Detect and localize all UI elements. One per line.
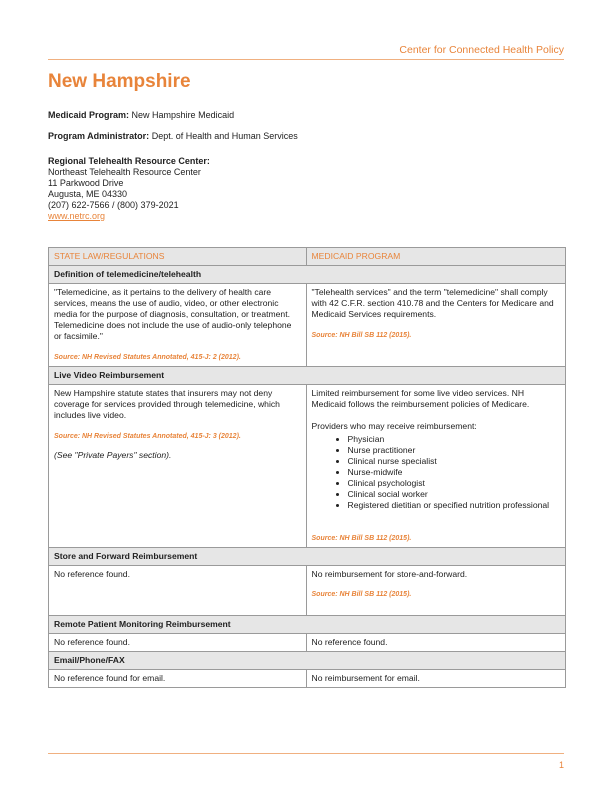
- list-item: • Nurse-midwife: [348, 467, 561, 478]
- table-row-definition: [49, 284, 566, 367]
- trc-website-link[interactable]: www.netrc.org: [48, 211, 106, 221]
- header-rule: [48, 59, 564, 60]
- definition-medicaid-text: "Telehealth services" and the term "telemedicine" shall comply with 42 C.F.R. section 410.78 and the Centers for Medicare and Medicaid Services requirements.: [311, 287, 554, 319]
- list-item: • Clinical nurse specialist: [348, 456, 561, 467]
- definition-medicaid-cell: [306, 284, 566, 367]
- live-video-medicaid-source: Source: NH Bill SB 112 (2015).: [311, 535, 412, 542]
- table-row-email: [49, 670, 566, 688]
- trc-name: Northeast Telehealth Resource Center: [48, 167, 201, 177]
- email-medicaid-text: No reimbursement for email.: [311, 673, 420, 683]
- program-admin-line: [48, 131, 298, 142]
- table-row-store-forward: [49, 566, 566, 616]
- trc-address-city: Augusta, ME 04330: [48, 189, 128, 199]
- page-title: New Hampshire: [48, 71, 191, 92]
- rpm-state-text: No reference found.: [54, 637, 130, 647]
- email-medicaid-cell: [306, 670, 566, 688]
- section-row-definition: [49, 266, 566, 284]
- email-state-cell: [49, 670, 307, 688]
- program-admin-value: Dept. of Health and Human Services: [151, 131, 298, 141]
- live-video-state-text: New Hampshire statute states that insurers may not deny coverage for services provided through telemedicine, which includes live video.: [54, 388, 280, 420]
- email-state-text: No reference found for email.: [54, 673, 166, 683]
- section-row-live-video: [49, 367, 566, 385]
- section-title-store-forward: Store and Forward Reimbursement: [49, 548, 566, 566]
- rpm-medicaid-cell: [306, 634, 566, 652]
- list-item: • Nurse practitioner: [348, 445, 561, 456]
- store-forward-state-cell: [49, 566, 307, 616]
- store-forward-medicaid-text: No reimbursement for store-and-forward.: [311, 569, 468, 579]
- trc-label: Regional Telehealth Resource Center:: [48, 156, 210, 166]
- column-header-medicaid: MEDICAID PROGRAM: [306, 248, 566, 266]
- store-forward-medicaid-source: Source: NH Bill SB 112 (2015).: [311, 591, 412, 598]
- rpm-state-cell: [49, 634, 307, 652]
- medicaid-program-value: New Hampshire Medicaid: [131, 110, 235, 120]
- definition-state-source: Source: NH Revised Statutes Annotated, 415-J: 2 (2012).: [54, 354, 241, 361]
- page-number: 1: [558, 760, 564, 770]
- table-row-rpm: [49, 634, 566, 652]
- column-header-state-law: STATE LAW/REGULATIONS: [49, 248, 307, 266]
- section-row-store-forward: [49, 548, 566, 566]
- trc-phone: (207) 622-7566 / (800) 379-2021: [48, 200, 179, 210]
- trc-block: [48, 156, 210, 222]
- trc-address-street: 11 Parkwood Drive: [48, 178, 124, 188]
- definition-medicaid-source: Source: NH Bill SB 112 (2015).: [311, 332, 412, 339]
- section-title-email: Email/Phone/FAX: [49, 652, 566, 670]
- live-video-medicaid-text: Limited reimbursement for some live video services. NH Medicaid follows the reimbursement policies of Medicare.: [311, 388, 530, 409]
- list-item: • Registered dietitian or specified nutrition professional: [348, 500, 561, 511]
- section-title-live-video: Live Video Reimbursement: [49, 367, 566, 385]
- section-row-rpm: [49, 616, 566, 634]
- live-video-state-note: (See "Private Payers" section).: [54, 450, 172, 460]
- definition-state-text: "Telemedicine, as it pertains to the delivery of health care services, means the use of audio, video, or other electronic media for the purpose of diagnosis, consultation, or treatment. Telemedicine does not include the use of audio-only telephone or facsimile.": [54, 287, 292, 341]
- footer-rule: [48, 753, 564, 754]
- live-video-providers-intro: Providers who may receive reimbursement:: [311, 421, 477, 431]
- definition-state-cell: [49, 284, 307, 367]
- section-title-definition: Definition of telemedicine/telehealth: [49, 266, 566, 284]
- store-forward-medicaid-cell: [306, 566, 566, 616]
- section-title-rpm: Remote Patient Monitoring Reimbursement: [49, 616, 566, 634]
- list-item: • Clinical psychologist: [348, 478, 561, 489]
- medicaid-program-label: Medicaid Program:: [48, 110, 130, 120]
- list-item: • Physician: [348, 434, 561, 445]
- list-item: • Clinical social worker: [348, 489, 561, 500]
- program-admin-label: Program Administrator:: [48, 131, 150, 141]
- live-video-state-cell: [49, 385, 307, 548]
- section-row-email: [49, 652, 566, 670]
- table-header-row: [49, 248, 566, 266]
- store-forward-state-text: No reference found.: [54, 569, 130, 579]
- providers-list: [312, 434, 561, 511]
- live-video-medicaid-cell: [306, 385, 566, 548]
- table-row-live-video: [49, 385, 566, 548]
- policy-table: [48, 247, 566, 688]
- rpm-medicaid-text: No reference found.: [311, 637, 388, 647]
- header-organization: Center for Connected Health Policy: [399, 44, 564, 56]
- live-video-state-source: Source: NH Revised Statutes Annotated, 415-J: 3 (2012).: [54, 433, 241, 440]
- medicaid-program-line: [48, 110, 234, 121]
